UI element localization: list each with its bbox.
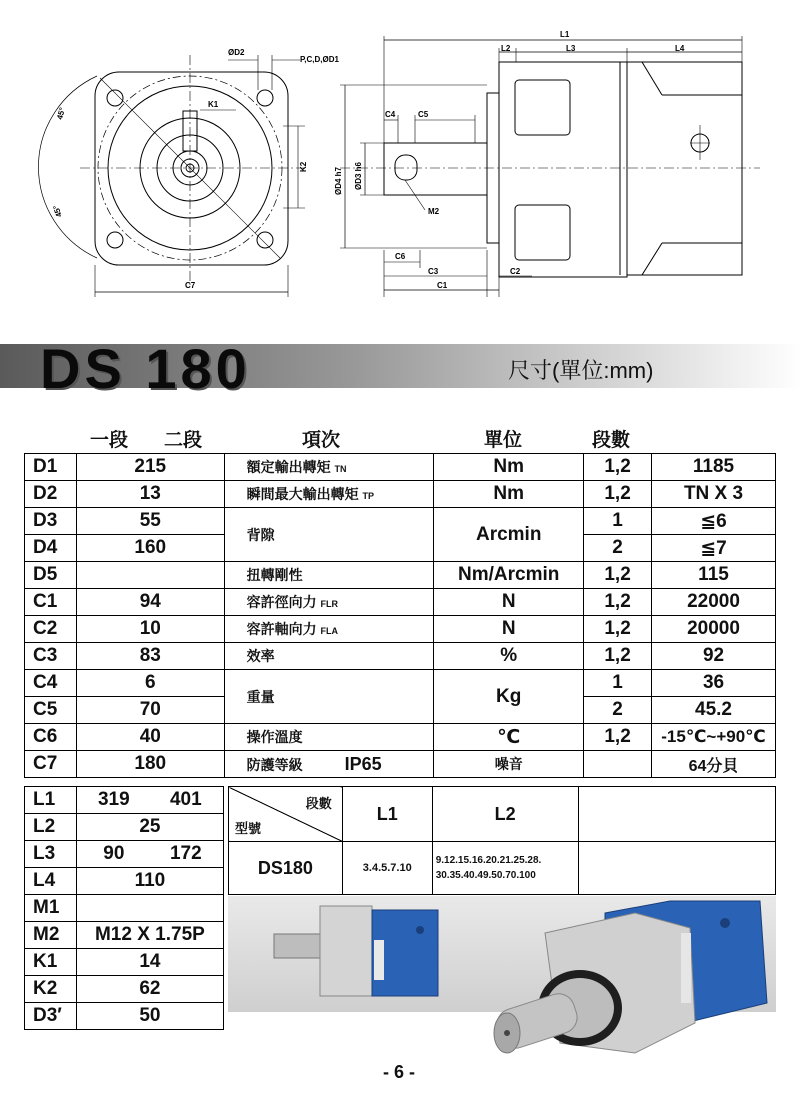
spec-table [24,453,776,778]
table-row: M1 [25,895,224,922]
label-m2: M2 [428,207,440,216]
label-c7: C7 [185,281,196,290]
bolt-hole [107,232,123,248]
unit-label: 尺寸(單位:mm) [508,358,654,383]
technical-drawing [0,0,802,310]
label-k2: K2 [299,161,308,172]
label-c3: C3 [428,267,439,276]
table-row: D3 55 背隙 Arcmin 1 ≦6 [25,508,776,535]
table-row: C6 40 操作溫度 ℃ 1,2 -15℃~+90℃ [25,724,776,751]
label-angle-top: 45° [55,106,68,121]
label-d2: ØD2 [228,48,245,57]
product-photo-large [485,893,775,1063]
bolt-hole [257,90,273,106]
model-table [228,786,776,895]
label-c4: C4 [385,110,396,119]
header-item: 項次 [302,430,341,451]
table-row: DS180 3.4.5.7.10 9.12.15.16.20.21.25.28. 30.35.40.49.50.70.100 [229,842,776,895]
label-c5: C5 [418,110,429,119]
front-flange [95,72,288,265]
page-number: - 6 - [383,1062,416,1082]
table-row: L1 319 401 [25,787,224,814]
label-angle-bottom: 45° [51,203,64,219]
table-row: K1 14 [25,949,224,976]
label-l3: L3 [566,44,576,53]
header-stage1: 一段 [90,430,129,451]
table-row: L4 110 [25,868,224,895]
label-c2: C2 [510,267,521,276]
header-stage2: 二段 [164,430,203,451]
table-row: C3 83 效率 % 1,2 92 [25,643,776,670]
table-row: L2 25 [25,814,224,841]
side-body-main [499,62,627,277]
table-row: D3′ 50 [25,1003,224,1030]
label-l4: L4 [675,44,685,53]
page-title: DS 180 [40,337,251,400]
table-row: D4 160 2 ≦7 [25,535,776,562]
table-row: 段數 型號 L1 L2 [229,787,776,842]
table-row: M2 M12 X 1.75P [25,922,224,949]
table-row: D1 215 額定輸出轉矩 TN Nm 1,2 1185 [25,454,776,481]
label-l2: L2 [501,44,511,53]
corner-cell: 段數 型號 [229,787,343,842]
table-row: C7 180 防護等級 IP65 噪音 64分貝 [25,751,776,778]
table-row: C5 70 2 45.2 [25,697,776,724]
label-d4: ØD4 h7 [334,166,343,195]
table-row: C1 94 容許徑向力 FLR N 1,2 22000 [25,589,776,616]
label-c6: C6 [395,252,406,261]
label-l1: L1 [560,30,570,39]
length-table [24,786,224,1030]
label-d3: ØD3 h6 [354,161,363,190]
header-unit: 單位 [484,430,523,451]
header-stages: 段數 [592,430,631,451]
table-row: C2 10 容許軸向力 FLA N 1,2 20000 [25,616,776,643]
label-k1: K1 [208,100,219,109]
bolt-hole [257,232,273,248]
label-pcd: P,C,D,ØD1 [300,55,339,64]
table-row: D5 扭轉剛性 Nm/Arcmin 1,2 115 [25,562,776,589]
product-photo-small [270,900,445,1005]
table-row: K2 62 [25,976,224,1003]
label-c1: C1 [437,281,448,290]
table-row: L3 90 172 [25,841,224,868]
bolt-hole [107,90,123,106]
table-row: D2 13 瞬間最大輸出轉矩 TP Nm 1,2 TN X 3 [25,481,776,508]
table-row: C4 6 重量 Kg 1 36 [25,670,776,697]
output-shaft [384,143,487,195]
